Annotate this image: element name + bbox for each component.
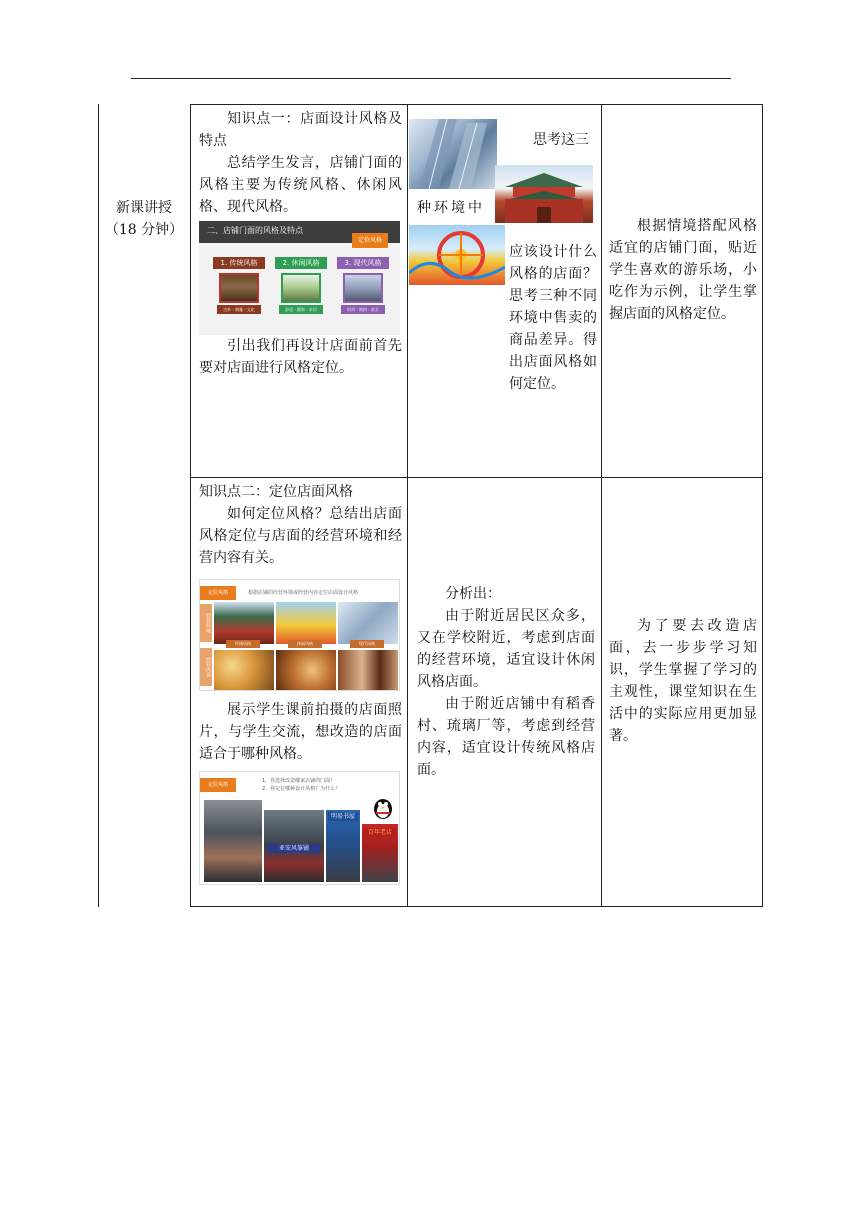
label-casual: 休闲风格	[288, 640, 322, 648]
row2-design-intent	[609, 615, 757, 747]
student-photos-text: 展示学生课前拍摄的店面照片，与学生交流，想改造的店面适合于哪种风格。	[199, 702, 402, 762]
section-name: 新课讲授	[116, 200, 172, 216]
think-question: 应该设计什么风格的店面？思考三种不同环境中售卖的商品差异。得出店面风格如何定位。	[509, 244, 597, 392]
style-positioning-intro: 引出我们再设计店面前首先要对店面进行风格定位。	[199, 338, 402, 376]
student-photo-1	[204, 800, 262, 882]
side-label-environment: 经营环境	[200, 604, 212, 642]
slide2-tag: 定位风格	[200, 586, 236, 600]
header-rule	[131, 78, 731, 79]
style-features-slide	[199, 221, 400, 335]
column-divider-1	[407, 105, 408, 906]
student-shop-photos-slide	[199, 771, 400, 885]
shop-sign-2: 亚安风筝铺	[268, 844, 320, 853]
slide3-question-1: 1、你选择改造哪家店铺的门面？	[262, 778, 336, 784]
label-modern: 现代风格	[350, 640, 384, 648]
label-traditional: 传统风格	[226, 640, 260, 648]
traditional-caption: 古朴 · 典雅 · 文化	[217, 305, 261, 314]
style-positioning-slide	[199, 579, 400, 691]
slide2-subtitle: 根据店铺的经营环境或经营内容定位店面设计风格	[248, 590, 359, 596]
section-duration: （18 分钟）	[104, 222, 184, 238]
analysis-environment: 由于附近居民区众多，又在学校附近，考虑到店面的经营环境，适宜设计休闲风格店面。	[417, 608, 595, 690]
knowledge-point-1-summary: 总结学生发言，店铺门面的风格主要为传统风格、休闲风格、现代风格。	[199, 155, 402, 215]
content-pastry-photo	[214, 650, 274, 690]
shop-sign-3: 百年老店	[364, 828, 396, 837]
pagoda-icon	[495, 165, 593, 223]
casual-shop-photo	[281, 273, 321, 303]
modern-building-photo	[409, 119, 497, 189]
slide3-question-2: 2、你定位哪种设计风格？为什么？	[262, 786, 341, 792]
row1-after-slide	[199, 335, 402, 379]
env-traditional-photo	[214, 602, 274, 644]
think-text-1: 思考这三	[533, 132, 589, 148]
slide-title: 二、店铺门面的风格及特点	[207, 226, 303, 235]
content-snack-photo	[276, 650, 336, 690]
think-text-2: 种环境中	[417, 200, 485, 216]
knowledge-point-2-heading: 知识点二：定位店面风格	[199, 484, 353, 500]
casual-caption: 舒适 · 随和 · 亲切	[279, 305, 323, 314]
section-label	[100, 197, 188, 241]
env-modern-photo	[338, 602, 398, 644]
building-icon	[409, 119, 497, 189]
style-label-modern: 3. 现代风格	[337, 257, 389, 269]
slide3-tag: 定位风格	[200, 778, 236, 792]
slide-tag: 定位风格	[352, 233, 388, 248]
design-intent-text: 根据情境搭配风格适宜的店铺门面，贴近学生喜欢的游乐场，小吃作为示例，让学生掌握店面的风格定位。	[609, 218, 757, 322]
traditional-building-photo	[495, 165, 593, 223]
style-label-traditional: 1. 传统风格	[213, 257, 265, 269]
modern-caption: 时尚 · 简约 · 前卫	[341, 305, 385, 314]
row2-analysis	[417, 583, 595, 781]
column-divider-2	[601, 105, 602, 906]
row1-teaching-content	[199, 108, 402, 218]
row-divider	[191, 477, 762, 478]
analysis-content: 由于附近店铺中有稻香村、琉璃厂等，考虑到经营内容，适宜设计传统风格店面。	[417, 696, 595, 778]
row2-teaching-content	[199, 481, 402, 569]
analysis-heading: 分析出：	[445, 586, 501, 602]
left-column-border	[98, 104, 99, 907]
shop-sign-1: 明易书屋	[328, 812, 358, 821]
modern-shop-photo	[343, 273, 383, 303]
side-label-content: 经营内容	[200, 648, 212, 686]
row1-col2-text	[409, 241, 597, 395]
penguin-svg	[372, 796, 394, 820]
content-chocolate-photo	[338, 650, 398, 690]
knowledge-point-2-question: 如何定位风格？总结出店面风格定位与店面的经营环境和经营内容有关。	[199, 506, 402, 566]
penguin-icon	[372, 796, 394, 824]
lesson-table	[190, 104, 763, 907]
design-intent-text-2: 为了要去改造店面，去一步步学习知识，学生掌握了学习的主观性，课堂知识在生活中的实际应用更加显著。	[609, 618, 757, 744]
knowledge-point-1-heading: 知识点一：店面设计风格及特点	[199, 111, 402, 149]
traditional-shop-photo	[219, 273, 259, 303]
row1-design-intent	[609, 215, 757, 325]
env-casual-photo	[276, 602, 336, 644]
think-text-3	[409, 241, 597, 395]
row2-show-text	[199, 699, 402, 765]
style-label-casual: 2. 休闲风格	[275, 257, 327, 269]
